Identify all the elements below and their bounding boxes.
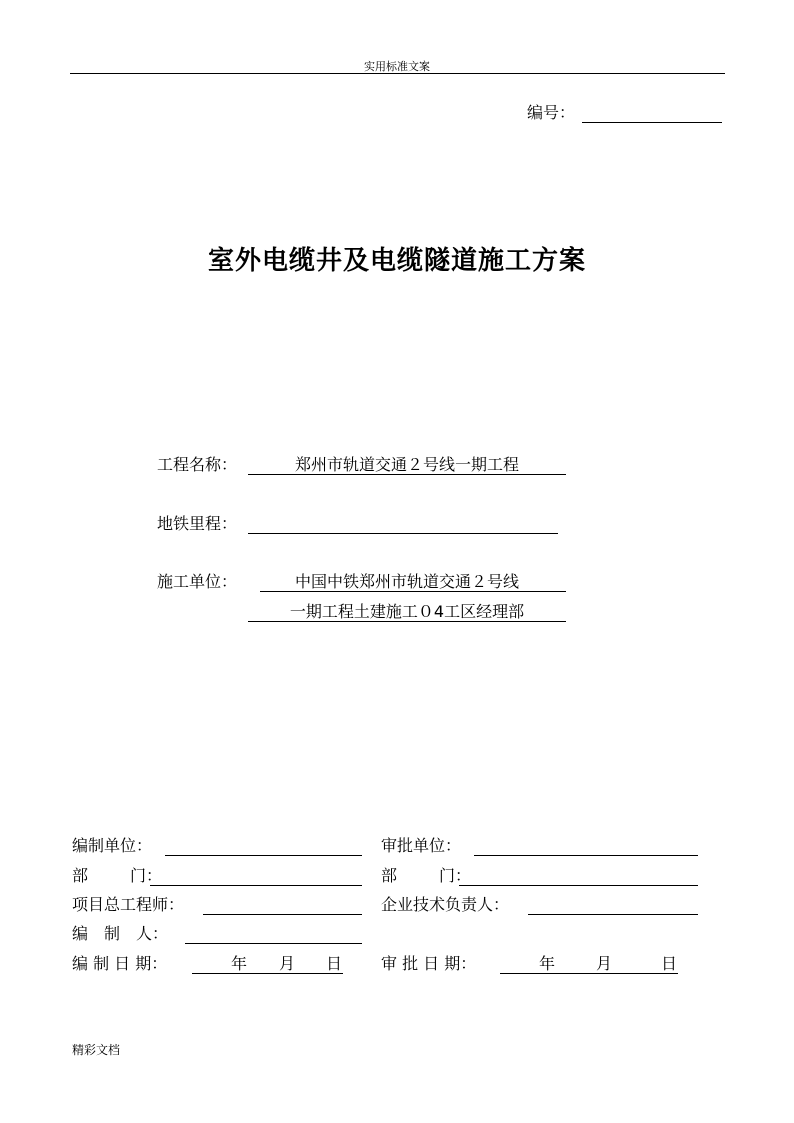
construction-unit-line2	[248, 621, 566, 622]
approve-unit-line	[474, 855, 698, 856]
dept-left-label-a: 部	[72, 866, 89, 885]
project-name-value: 郑州市轨道交通２号线一期工程	[294, 455, 519, 474]
construction-unit-line1	[260, 591, 566, 592]
compile-date-month: 月	[279, 954, 296, 973]
dept-right-line	[459, 885, 698, 886]
approve-date-day: 日	[661, 954, 678, 973]
mileage-line	[248, 533, 558, 534]
approve-date-month: 月	[596, 954, 613, 973]
approve-unit-label: 审批单位：	[381, 836, 462, 855]
chief-engineer-line	[203, 914, 362, 915]
compile-unit-label: 编制单位：	[72, 836, 153, 855]
page-header: 实用标准文案	[364, 60, 430, 73]
chief-engineer-label: 项目总工程师：	[72, 895, 185, 914]
tech-lead-label: 企业技术负责人：	[381, 895, 510, 914]
compile-date-day: 日	[326, 954, 343, 973]
approve-date-label: 审 批 日 期：	[381, 954, 477, 973]
mileage-label: 地铁里程：	[157, 514, 238, 533]
dept-left-line	[150, 885, 362, 886]
compile-date-label: 编 制 日 期：	[72, 954, 168, 973]
dept-left-label-b: 门：	[130, 866, 163, 885]
construction-unit-label: 施工单位：	[157, 572, 238, 591]
approve-date-year: 年	[539, 954, 556, 973]
project-name-line	[248, 474, 566, 475]
document-title: 室外电缆井及电缆隧道施工方案	[207, 246, 586, 276]
number-label: 编号：	[527, 103, 576, 122]
compile-date-line	[192, 973, 343, 974]
dept-right-label-a: 部	[381, 866, 398, 885]
number-field-line	[582, 122, 722, 123]
page-footer: 精彩文档	[72, 1043, 121, 1057]
construction-unit-value-line2: 一期工程土建施工０4工区经理部	[289, 602, 525, 621]
project-name-label: 工程名称：	[157, 455, 238, 474]
approve-date-line	[500, 973, 678, 974]
compiler-label: 编 制 人：	[72, 924, 169, 943]
header-rule	[70, 73, 725, 74]
compile-unit-line	[165, 855, 362, 856]
construction-unit-value-line1: 中国中铁郑州市轨道交通２号线	[294, 572, 519, 591]
compiler-line	[185, 943, 362, 944]
compile-date-year: 年	[231, 954, 248, 973]
tech-lead-line	[528, 914, 698, 915]
dept-right-label-b: 门：	[439, 866, 472, 885]
